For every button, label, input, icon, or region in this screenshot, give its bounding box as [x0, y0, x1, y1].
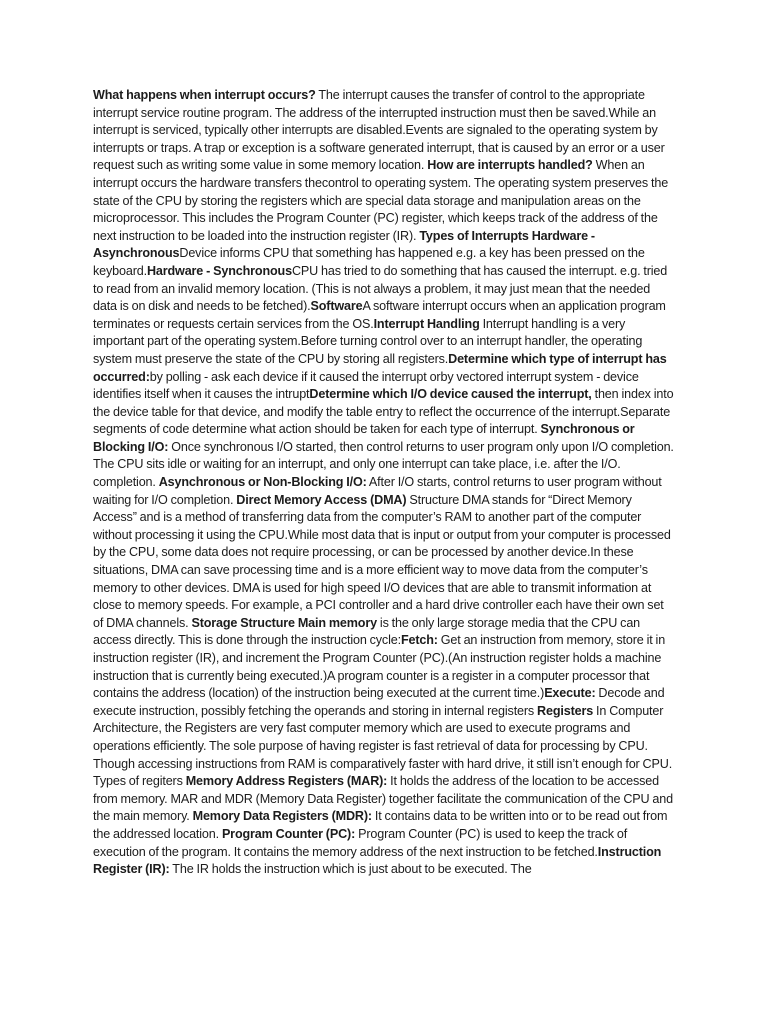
bold-run: Execute:: [544, 686, 596, 701]
bold-run: Memory Data Registers (MDR):: [192, 809, 372, 824]
text-run: When an interrupt occurs the hardware transfers thecontrol to operating system. The operating system preserves the state of the CPU by storing the registers which are special data storage and manipulation areas on the microprocessor. This includes the Program Counter (PC) register, which keeps track of the address of the next instruction to be loaded into the instruction register (IR).: [93, 158, 669, 243]
bold-run: Asynchronous or Non-Blocking I/O:: [158, 475, 367, 490]
text-run: is the only large storage media that the CPU can access directly. This is done through the instruction cycle:: [93, 615, 641, 648]
bold-run: Determine which I/O device caused the interrupt,: [309, 387, 592, 402]
text-run: CPU has tried to do something that has caused the interrupt. e.g. tried to read from an invalid memory location. (This is not always a problem, it may just mean that the needed data is on disk and needs to be fetched).: [93, 263, 668, 314]
bold-run: What happens when interrupt occurs?: [93, 88, 316, 102]
bold-run: Storage Structure Main memory: [191, 615, 377, 630]
bold-run: Program Counter (PC):: [221, 826, 356, 841]
text-run: Get an instruction from memory, store it in instruction register (IR), and increment the Program Counter (PC).(An instruction register holds a machine instruction that is currently being executed.)A program counter is a register in a computer processor that contains the address (location) of the instruction being executed at the current time.): [93, 633, 666, 701]
bold-run: Software: [310, 299, 363, 314]
text-run: The interrupt causes the transfer of control to the appropriate interrupt service routine program. The address of the interrupted instruction must then be saved.While an interrupt is serviced, typically other interrupts are disabled.Events are signaled to the operating system by interrupts or traps. A trap or exception is a software generated interrupt, that is caused by an error or a user request such as writing some value in some memory location.: [93, 88, 665, 173]
text-run: Program Counter (PC) is used to keep the track of execution of the program. It contains the memory address of the next instruction to be fetched.: [93, 826, 628, 859]
document-body-text: [93, 87, 675, 879]
text-run: Interrupt handling is a very important part of the operating system.Before turning control over to an interrupt handler, the operating system must preserve the state of the CPU by storing all registers.: [93, 316, 643, 366]
bold-run: Memory Address Registers (MAR):: [185, 774, 388, 789]
text-run: It holds the address of the location to be accessed from memory. MAR and MDR (Memory Data Register) together facilitate the communication of the CPU and the main memory.: [93, 774, 673, 824]
bold-run: Types of Interrupts Hardware - Asynchronous: [93, 228, 595, 261]
text-run: After I/O starts, control returns to user program without waiting for I/O completion.: [93, 475, 662, 507]
bold-run: How are interrupts handled?: [427, 158, 593, 173]
bold-run: Interrupt Handling: [373, 316, 480, 331]
bold-run: Direct Memory Access (DMA): [236, 492, 407, 507]
bold-run: Hardware - Synchronous: [146, 263, 292, 278]
text-run: by polling - ask each device if it caused the interrupt orby vectored interrupt system - device identifies itself when it causes the intrupt: [93, 369, 639, 402]
text-run: The IR holds the instruction which is just about to be executed. The: [169, 862, 532, 877]
text-run: Device informs CPU that something has happened e.g. a key has been pressed on the keyboard.: [93, 246, 645, 278]
text-run: A software interrupt occurs when an application program terminates or requests certain services from the OS.: [93, 299, 666, 331]
text-run: then index into the device table for that device, and modify the table entry to reflect the occurrence of the interrupt.Separate segments of code determine what action should be taken for each type of interrupt.: [93, 387, 674, 437]
document-page: [93, 87, 675, 879]
text-run: In Computer Architecture, the Registers are very fast computer memory which are used to execute programs and operations efficiently. The sole purpose of having register is fast retrieval of data for processing by CPU. Though accessing instructions from RAM is comparatively faster with hard drive, it still isn’t enough for CPU. Types of regiters: [93, 703, 673, 789]
bold-run: Synchronous or Blocking I/O:: [93, 422, 635, 454]
bold-run: Determine which type of interrupt has occurred:: [93, 351, 667, 384]
text-run: Once synchronous I/O started, then control returns to user program only upon I/O completion. The CPU sits idle or waiting for an interrupt, and only one interrupt can take place, i.e. after the I/O. completion.: [93, 439, 674, 490]
bold-run: Registers: [537, 703, 594, 718]
bold-run: Instruction Register (IR):: [93, 844, 662, 877]
bold-run: Fetch:: [400, 633, 438, 648]
text-run: It contains data to be written into or to be read out from the addressed location.: [93, 809, 668, 841]
text-run: Structure DMA stands for “Direct Memory Access” and is a method of transferring data from the computer’s RAM to another part of the computer without processing it using the CPU.While most data that is input or output from your computer is processed by the CPU, some data does not require processing, or can be processed by another device.In these situations, DMA can save processing time and is a more efficient way to move data from the computer’s memory to other devices. DMA is used for high speed I/O devices that are able to transmit information at close to memory speeds. For example, a PCI controller and a hard drive controller each have their own set of DMA channels.: [93, 492, 671, 630]
text-run: Decode and execute instruction, possibly fetching the operands and storing in internal registers: [93, 686, 665, 718]
